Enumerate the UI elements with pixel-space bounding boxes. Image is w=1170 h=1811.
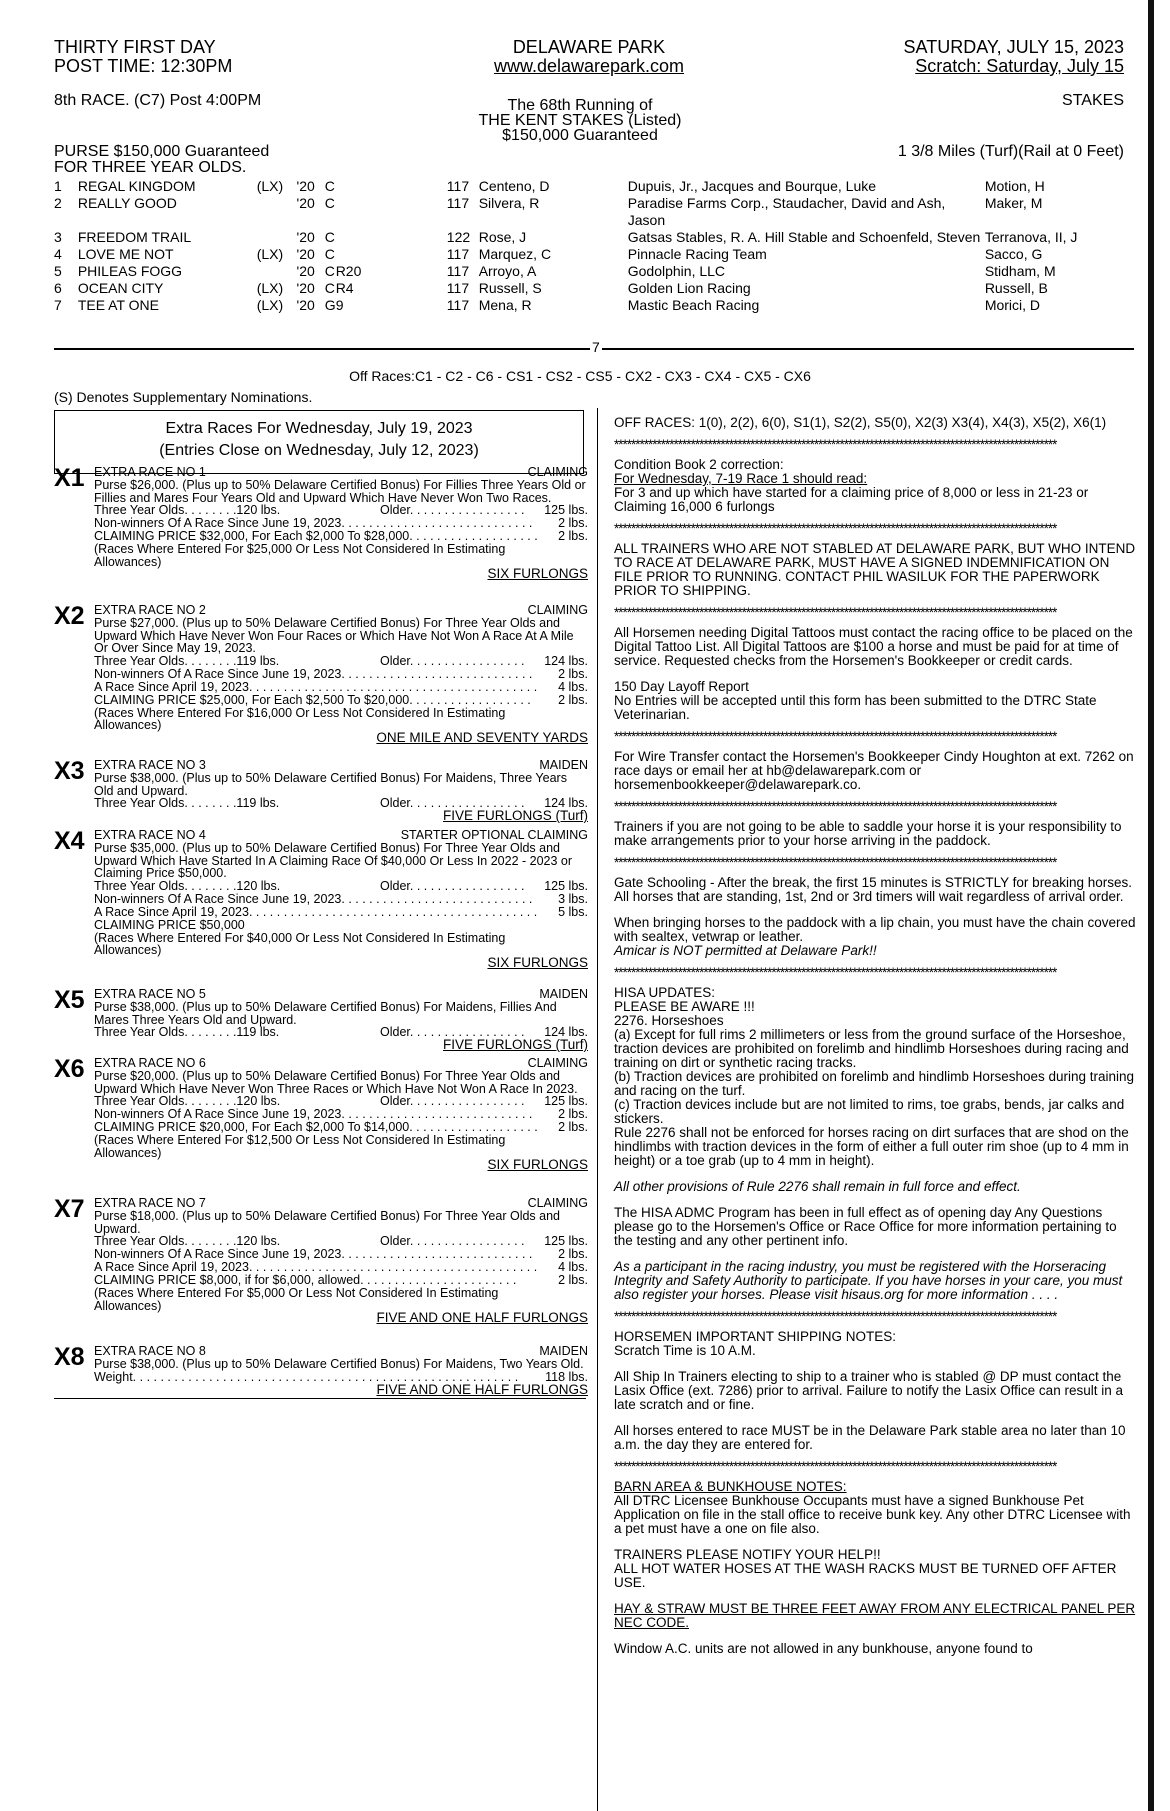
extra-races-close: (Entries Close on Wednesday, July 12, 2023) [159, 442, 479, 459]
notices-column [614, 416, 1136, 1656]
entry-num: 4 [54, 246, 62, 262]
extra-race-type: STARTER OPTIONAL CLAIMING [400, 828, 588, 842]
stakes-title [12, 98, 1148, 143]
weight-older: Older. . . . . . . . . . . . . . . . . [380, 878, 525, 893]
entry-yr: '20 [296, 280, 315, 296]
entry-yr: '20 [296, 229, 315, 245]
allowance-lbs: 2 lbs. [558, 529, 588, 543]
extra-race [54, 466, 588, 581]
weight-three-year: Three Year Olds. . . . . . . .120 lbs. [94, 503, 281, 517]
off-races-line: Off Races:C1 - C2 - C6 - CS1 - CS2 - CS5 - CX2 - CX3 - CX4 - CX5 - CX6 [349, 368, 811, 384]
stars-divider: ******************************************************************************************************** [614, 800, 1057, 814]
extra-race-distance: SIX FURLONGS [487, 954, 588, 970]
hay-straw-notice: HAY & STRAW MUST BE THREE FEET AWAY FROM ANY ELECTRICAL PANEL PER NEC CODE. [614, 1601, 1136, 1630]
entry-sex: G [324, 297, 336, 313]
weight-older-lbs: 125 lbs. [544, 1234, 588, 1248]
extra-race [54, 759, 588, 823]
entry-yr: '20 [296, 263, 315, 279]
entry-count: 7 [592, 339, 600, 355]
weight-older-lbs: 124 lbs. [544, 796, 588, 810]
entry-trainer: Terranova, II, J [984, 229, 1078, 245]
purse: PURSE $150,000 Guaranteed [54, 143, 270, 160]
extra-race-title: EXTRA RACE NO 6 [94, 1056, 206, 1070]
extra-race-title: EXTRA RACE NO 2 [94, 603, 206, 617]
extra-race-type: CLAIMING [527, 603, 588, 617]
entry-row [54, 280, 1134, 297]
weight-older-lbs: 124 lbs. [544, 1025, 588, 1039]
extra-race-conditions: Purse $18,000. (Plus up to 50% Delaware Certified Bonus) For Three Year Olds and Upward. [94, 1209, 561, 1236]
weight-three-year: Three Year Olds. . . . . . . .120 lbs. [94, 1234, 281, 1248]
entry-owner: Paradise Farms Corp., Staudacher, David and Ash, Jason [627, 195, 946, 228]
extra-race-tag: X1 [54, 464, 85, 492]
stable-arrival-notice: All horses entered to race MUST be in the Delaware Park stable area no later than 10 a.m. the day they are entered for. [614, 1423, 1126, 1452]
allowance-text: Non-winners Of A Race Since June 19, 2023. . . . . . . . . . . . . . . . . . . . . . . . . . . . [94, 1107, 533, 1121]
stars-divider: ******************************************************************************************************** [614, 522, 1057, 536]
entry-num: 5 [54, 263, 62, 279]
stars-divider: ******************************************************************************************************** [614, 856, 1057, 870]
extra-race-type: CLAIMING [527, 1196, 588, 1210]
entry-wt: 117 [446, 297, 470, 313]
window-ac-notice: Window A.C. units are not allowed in any bunkhouse, anyone found to [614, 1641, 1033, 1656]
day-label: THIRTY FIRST DAY [54, 37, 216, 57]
entry-jockey: Marquez, C [478, 246, 552, 262]
entry-owner: Godolphin, LLC [627, 263, 726, 279]
post-time: POST TIME: 12:30PM [54, 56, 233, 76]
track-website[interactable]: www.delawarepark.com [493, 56, 685, 76]
extra-race-tag: X3 [54, 757, 85, 785]
running-label: The 68th Running of [507, 97, 653, 114]
extra-race-distance: FIVE AND ONE HALF FURLONGS [376, 1310, 588, 1325]
allowance-lbs: 3 lbs. [558, 891, 588, 906]
extra-race-conditions: Purse $27,000. (Plus up to 50% Delaware Certified Bonus) For Three Year Olds and Upward Which Have Never Won Four Races or Which Have Not Won A Race At A Mile Or Over Since May 19, 2023. [94, 616, 574, 655]
entry-owner: Gatsas Stables, R. A. Hill Stable and Schoenfeld, Steven [627, 229, 981, 245]
allowance-note: (Races Where Entered For $16,000 Or Less Not Considered In Estimating Allowances) [94, 705, 506, 732]
entry-row [54, 263, 1134, 280]
entry-yr: '20 [296, 297, 315, 313]
extras-bottom-rule [54, 1398, 586, 1399]
allowance-lbs: 2 lbs. [558, 1120, 588, 1134]
entry-med: (LX) [256, 280, 284, 296]
entry-jockey: Mena, R [478, 297, 532, 313]
allowance-lbs: 2 lbs. [558, 692, 588, 707]
entry-sex: C [324, 280, 335, 296]
scratch-date: Scratch: Saturday, July 15 [915, 56, 1124, 76]
entry-med: (LX) [256, 178, 284, 194]
amicar-notice: Amicar is NOT permitted at Delaware Park!! [614, 943, 877, 958]
entry-row [54, 178, 1134, 195]
entry-horse: TEE AT ONE [77, 297, 159, 313]
hisa-rule-c: (c) Traction devices include but are not limited to rims, toe grabs, bends, jar calks and stickers. [614, 1097, 1125, 1126]
hisa-heading: HISA UPDATES: [614, 985, 716, 1000]
eligibility: FOR THREE YEAR OLDS. [54, 159, 247, 176]
registration-notice: As a participant in the racing industry, you must be registered with the Horseracing Integrity and Safety Authority to participate. If you have horses in your care, you must also register your horses. Please visit hisaus.org for more information . . . . [614, 1259, 1123, 1302]
tattoo-notice: All Horsemen needing Digital Tattoos must contact the racing office to be placed on the Digital Tattoo List. All Digital Tattoos are $100 a horse and must be paid for at time of service. Requested checks from the Horsemen's Bookkeeper or credit cards. [614, 625, 1133, 668]
allowance-note: (Races Where Entered For $12,500 Or Less Not Considered In Estimating Allowances) [94, 1133, 506, 1160]
hisa-aware: PLEASE BE AWARE !!! [614, 999, 755, 1014]
allowance-text: A Race Since April 19, 2023. . . . . . . . . . . . . . . . . . . . . . . . . . . . . . . . . . . . . . . . . . [94, 679, 538, 694]
entry-wt: 117 [446, 195, 470, 211]
weight-older-lbs: 125 lbs. [544, 503, 588, 517]
extra-race-tag: X4 [54, 827, 85, 855]
entry-num: 7 [54, 297, 62, 313]
stars-divider: ******************************************************************************************************** [614, 438, 1057, 452]
extra-race-conditions: Purse $35,000. (Plus up to 50% Delaware Certified Bonus) For Three Year Olds and Upward Which Have Started In A Claiming Race Of $40,000 Or Less In 2022 - 2023 or Claiming Price $50,000. [94, 841, 573, 880]
weight-older-lbs: 124 lbs. [544, 653, 588, 668]
lasix-notice: All Ship In Trainers electing to ship to a trainer who is stabled @ DP must contact the Lasix Office (ext. 7286) prior to arrival. Failure to notify the Lasix Office can result in a late scratch and or fine. [614, 1369, 1123, 1412]
condition-book-text: For 3 and up which have started for a claiming price of 8,000 or less in 21-23 or Claiming 16,000 6 furlongs [614, 485, 1089, 514]
supplementary-note: (S) Denotes Supplementary Nominations. [54, 389, 313, 405]
extra-race-tag: X6 [54, 1055, 85, 1083]
condition-sheet [12, 0, 1154, 1811]
weight-three-year: Three Year Olds. . . . . . . .119 lbs. [94, 1025, 280, 1039]
entry-wt: 122 [446, 229, 471, 245]
allowance-text: Non-winners Of A Race Since June 19, 2023. . . . . . . . . . . . . . . . . . . . . . . . . . . . [94, 666, 533, 681]
allowance-text: Non-winners Of A Race Since June 19, 2023. . . . . . . . . . . . . . . . . . . . . . . . . . . . [94, 891, 533, 906]
entry-trainer: Stidham, M [984, 263, 1056, 279]
entry-wt: 117 [446, 178, 470, 194]
extra-race-conditions: Purse $20,000. (Plus up to 50% Delaware Certified Bonus) For Three Year Olds and Upward Which Have Never Won Three Races or Which Have Not Won A Race In 2023. [94, 1069, 578, 1096]
allowance-text: CLAIMING PRICE $25,000, For Each $2,500 To $20,000. . . . . . . . . . . . . . . . . . [94, 692, 531, 707]
allowance-text: Non-winners Of A Race Since June 19, 2023. . . . . . . . . . . . . . . . . . . . . . . . . . . . [94, 516, 533, 530]
entry-yr: '20 [296, 195, 315, 211]
weight-older-lbs: 125 lbs. [544, 878, 588, 893]
extra-race [54, 988, 588, 1052]
extra-race-distance: ONE MILE AND SEVENTY YARDS [376, 729, 588, 745]
allowance-lbs: 2 lbs. [558, 1107, 588, 1121]
hoses-notice: ALL HOT WATER HOSES AT THE WASH RACKS MUST BE TURNED OFF AFTER USE. [614, 1561, 1117, 1590]
extra-race-distance: SIX FURLONGS [487, 566, 588, 581]
scratch-time: Scratch Time is 10 A.M. [614, 1343, 756, 1358]
extra-race-type: CLAIMING [527, 465, 588, 479]
entry-pp: 9 [335, 297, 344, 313]
hisa-provisions: All other provisions of Rule 2276 shall remain in full force and effect. [614, 1179, 1021, 1194]
allowance-text: CLAIMING PRICE $32,000, For Each $2,000 To $28,000. . . . . . . . . . . . . . . . . . . [94, 529, 538, 543]
entry-owner: Mastic Beach Racing [627, 297, 760, 313]
entry-sex: C [324, 178, 335, 194]
entry-sex: C [324, 246, 335, 262]
allowance-text: Non-winners Of A Race Since June 19, 2023. . . . . . . . . . . . . . . . . . . . . . . . . . . . [94, 1247, 533, 1261]
trainers-notice: ALL TRAINERS WHO ARE NOT STABLED AT DELAWARE PARK, BUT WHO INTEND TO RACE AT DELAWARE PARK, MUST HAVE A SIGNED INDEMNIFICATION ON FILE PRIOR TO RUNNING. CONTACT PHIL WASILUK FOR THE PAPERWORK PRIOR TO SHIPPING. [614, 541, 1136, 598]
allowance-lbs: 4 lbs. [558, 1260, 588, 1274]
race-number: 8th RACE. (C7) Post 4:00PM [54, 92, 262, 109]
shipping-heading: HORSEMEN IMPORTANT SHIPPING NOTES: [614, 1329, 897, 1344]
extra-race-conditions: Purse $26,000. (Plus up to 50% Delaware Certified Bonus) For Fillies Three Years Old or Fillies and Mares Four Years Old and Upward Which Have Never Won Two Races. [94, 478, 586, 505]
race-type: STAKES [1062, 92, 1124, 109]
weight-older: Older. . . . . . . . . . . . . . . . . [380, 653, 525, 668]
weight-older: Older. . . . . . . . . . . . . . . . . [380, 796, 525, 810]
entry-trainer: Morici, D [984, 297, 1041, 313]
extra-race-tag: X5 [54, 986, 85, 1014]
entry-jockey: Russell, S [478, 280, 542, 296]
allowance-text: A Race Since April 19, 2023. . . . . . . . . . . . . . . . . . . . . . . . . . . . . . . . . . . . . . . . . . [94, 1260, 538, 1274]
entry-trainer: Motion, H [984, 178, 1045, 194]
allowance-text: CLAIMING PRICE $20,000, For Each $2,000 To $14,000. . . . . . . . . . . . . . . . . . . [94, 1120, 538, 1134]
entry-jockey: Silvera, R [478, 195, 540, 211]
entry-sex: C [324, 229, 335, 245]
entry-horse: REALLY GOOD [77, 195, 177, 211]
extra-race-tag: X2 [54, 602, 85, 630]
allowance-lbs: 5 lbs. [558, 904, 588, 919]
entry-med: (LX) [256, 297, 284, 313]
entry-trainer: Sacco, G [984, 246, 1043, 262]
weight-older: Older. . . . . . . . . . . . . . . . . [380, 1025, 525, 1039]
weight-three-year: Weight. . . . . . . . . . . . . . . . . . . . . . . . . . . . . . . . . . . . . . . . . . . . . . . . . . . . . . . . [94, 1369, 519, 1384]
weight-three-year: Three Year Olds. . . . . . . .120 lbs. [94, 878, 281, 893]
stars-divider: ******************************************************************************************************** [614, 1460, 1057, 1474]
weight-three-year: Three Year Olds. . . . . . . .119 lbs. [94, 796, 280, 810]
extra-race-distance: FIVE AND ONE HALF FURLONGS [376, 1381, 588, 1397]
entry-owner: Golden Lion Racing [627, 280, 751, 296]
page-header [54, 38, 1124, 78]
entry-sex: C [324, 195, 335, 211]
weight-three-year: Three Year Olds. . . . . . . .119 lbs. [94, 653, 280, 668]
condition-book-line: For Wednesday, 7-19 Race 1 should read: [614, 471, 868, 486]
layoff-text: No Entries will be accepted until this form has been submitted to the DTRC State Veterinarian. [614, 693, 1097, 722]
extra-race-title: EXTRA RACE NO 5 [94, 987, 206, 1001]
entry-row [54, 246, 1134, 263]
extra-race [54, 829, 588, 969]
stakes-guarantee: $150,000 Guaranteed [502, 127, 658, 144]
entry-pp: R4 [335, 280, 354, 296]
purse-block [54, 144, 1124, 176]
entry-owner: Pinnacle Racing Team [627, 246, 767, 262]
entry-num: 3 [54, 229, 62, 245]
extra-races-title: Extra Races For Wednesday, July 19, 2023 [165, 420, 473, 437]
entry-num: 2 [54, 195, 62, 211]
hisa-rule-a: (a) Except for full rims 2 millimeters or less from the ground surface of the Horseshoe, traction devices are prohibited on forelimb and hindlimb Horseshoes during racing and training on dirt or synthetic racing tracks. [614, 1027, 1129, 1070]
lip-chain-notice: When bringing horses to the paddock with a lip chain, you must have the chain covered with sealtex, vetwrap or leather. [614, 915, 1136, 944]
extra-race-type: MAIDEN [539, 987, 588, 1001]
gate-schooling-notice: Gate Schooling - After the break, the first 15 minutes is STRICTLY for breaking horses. All horses that are standing, 1st, 2nd or 3rd timers will wait regardless of arrival order. [614, 875, 1132, 904]
entry-sex: C [324, 263, 335, 279]
entry-horse: FREEDOM TRAIL [77, 229, 192, 245]
extra-race-type: CLAIMING [527, 1056, 588, 1070]
entry-horse: PHILEAS FOGG [77, 263, 183, 279]
allowance-lbs: 2 lbs. [558, 1247, 588, 1261]
entry-row [54, 229, 1134, 246]
help-heading: TRAINERS PLEASE NOTIFY YOUR HELP!! [614, 1547, 881, 1562]
extra-race-title: EXTRA RACE NO 1 [94, 465, 206, 479]
weight-older: Older. . . . . . . . . . . . . . . . . [380, 1094, 525, 1108]
extra-race-title: EXTRA RACE NO 3 [94, 758, 206, 772]
extra-race-conditions: Purse $38,000. (Plus up to 50% Delaware Certified Bonus) For Maidens, Three Years Old and Upward. [94, 771, 567, 798]
stars-divider: ******************************************************************************************************** [614, 966, 1057, 980]
entry-num: 1 [54, 178, 62, 194]
extra-race-conditions: Purse $38,000. (Plus up to 50% Delaware Certified Bonus) For Maidens, Fillies And Mares Three Years Old and Upward. [94, 1000, 557, 1027]
extra-race [54, 1345, 588, 1396]
extra-race-type: MAIDEN [539, 1344, 588, 1358]
entry-horse: REGAL KINGDOM [77, 178, 196, 194]
entry-med: (LX) [256, 246, 284, 262]
extra-race-type: MAIDEN [539, 758, 588, 772]
extra-race [54, 1197, 588, 1325]
extra-race [54, 1057, 588, 1172]
weight-older-lbs: 118 lbs. [545, 1369, 588, 1384]
entry-yr: '20 [296, 178, 315, 194]
admc-notice: The HISA ADMC Program has been in full effect as of opening day Any Questions please go to the Horsemen's Office or Race Office for more information pertaining to the testing and any other pertinent info. [614, 1205, 1117, 1248]
saddle-notice: Trainers if you are not going to be able to saddle your horse it is your responsibility to make arrangements prior to your horse arriving in the paddock. [614, 819, 1122, 848]
entry-trainer: Maker, M [984, 195, 1043, 211]
allowance-text: CLAIMING PRICE $50,000 [94, 917, 245, 932]
entry-pp: R20 [335, 263, 362, 279]
allowance-text: A Race Since April 19, 2023. . . . . . . . . . . . . . . . . . . . . . . . . . . . . . . . . . . . . . . . . . [94, 904, 538, 919]
entry-jockey: Centeno, D [478, 178, 550, 194]
entry-wt: 117 [446, 280, 470, 296]
off-races-summary: OFF RACES: 1(0), 2(2), 6(0), S1(1), S2(2), S5(0), X2(3) X3(4), X4(3), X5(2), X6(1) [614, 415, 1107, 430]
entry-owner: Dupuis, Jr., Jacques and Bourque, Luke [627, 178, 877, 194]
entry-trainer: Russell, B [984, 280, 1048, 296]
stars-divider: ******************************************************************************************************** [614, 606, 1057, 620]
weight-older: Older. . . . . . . . . . . . . . . . . [380, 503, 525, 517]
extra-race-conditions: Purse $38,000. (Plus up to 50% Delaware Certified Bonus) For Maidens, Two Years Old. [94, 1357, 584, 1371]
condition-book-heading: Condition Book 2 correction: [614, 457, 784, 472]
extra-race-distance: FIVE FURLONGS (Turf) [442, 808, 588, 823]
entry-num: 6 [54, 280, 62, 296]
extra-race [54, 604, 588, 744]
layoff-heading: 150 Day Layoff Report [614, 679, 749, 694]
extra-race-distance: SIX FURLONGS [487, 1157, 588, 1172]
stars-divider: ******************************************************************************************************** [614, 1310, 1057, 1324]
hisa-rule-b: (b) Traction devices are prohibited on forelimb and hindlimb Horseshoes during training and racing on the turf. [614, 1069, 1135, 1098]
weight-three-year: Three Year Olds. . . . . . . .120 lbs. [94, 1094, 281, 1108]
entries-table [54, 178, 1134, 314]
wire-transfer-notice: For Wire Transfer contact the Horsemen's Bookkeeper Cindy Houghton at ext. 7262 on race days or email her at hb@delawarepark.com or horsemenbookkeeper@delawarepark.co. [614, 749, 1134, 792]
hisa-enforcement: Rule 2276 shall not be enforced for horses racing on dirt surfaces that are shod on the hindlimbs with traction devices in the form of either a full outer rim shoe (up to 4 mm in height) or a toe grab (up to 4 mm in height). [614, 1125, 1129, 1168]
entry-jockey: Arroyo, A [478, 263, 537, 279]
stakes-name: THE KENT STAKES (Listed) [478, 112, 682, 129]
race-date: SATURDAY, JULY 15, 2023 [903, 37, 1124, 57]
extra-race-tag: X8 [54, 1343, 85, 1371]
allowance-text: CLAIMING PRICE $8,000, if for $6,000, allowed. . . . . . . . . . . . . . . . . . . . . . . [94, 1273, 517, 1287]
column-divider [597, 408, 598, 1811]
entry-yr: '20 [296, 246, 315, 262]
allowance-lbs: 4 lbs. [558, 679, 588, 694]
allowance-note: (Races Where Entered For $5,000 Or Less Not Considered In Estimating Allowances) [94, 1286, 499, 1313]
allowance-lbs: 2 lbs. [558, 666, 588, 681]
extra-race-title: EXTRA RACE NO 7 [94, 1196, 206, 1210]
allowance-lbs: 2 lbs. [558, 516, 588, 530]
entry-horse: LOVE ME NOT [77, 246, 174, 262]
stars-divider: ******************************************************************************************************** [614, 730, 1057, 744]
weight-older-lbs: 125 lbs. [544, 1094, 588, 1108]
extra-race-title: EXTRA RACE NO 8 [94, 1344, 206, 1358]
barn-heading: BARN AREA & BUNKHOUSE NOTES: [614, 1479, 847, 1494]
allowance-lbs: 2 lbs. [558, 1273, 588, 1287]
extra-race-tag: X7 [54, 1195, 85, 1223]
entry-wt: 117 [446, 246, 470, 262]
extra-race-distance: FIVE FURLONGS (Turf) [442, 1037, 588, 1052]
entry-horse: OCEAN CITY [77, 280, 164, 296]
allowance-note: (Races Where Entered For $25,000 Or Less Not Considered In Estimating Allowances) [94, 542, 506, 569]
entry-jockey: Rose, J [478, 229, 527, 245]
entry-row [54, 297, 1134, 314]
extra-race-title: EXTRA RACE NO 4 [94, 828, 206, 842]
distance: 1 3/8 Miles (Turf)(Rail at 0 Feet) [897, 143, 1124, 160]
track-name: DELAWARE PARK [512, 37, 666, 57]
entry-row [54, 195, 1134, 229]
entry-wt: 117 [446, 263, 470, 279]
hisa-rule: 2276. Horseshoes [614, 1013, 724, 1028]
allowance-note: (Races Where Entered For $40,000 Or Less Not Considered In Estimating Allowances) [94, 930, 506, 957]
bunkhouse-notice: All DTRC Licensee Bunkhouse Occupants must have a signed Bunkhouse Pet Application on file in the stall office to receive bunk key. Any other DTRC Licensee with a pet must have a one on file also. [614, 1493, 1131, 1536]
weight-older: Older. . . . . . . . . . . . . . . . . [380, 1234, 525, 1248]
